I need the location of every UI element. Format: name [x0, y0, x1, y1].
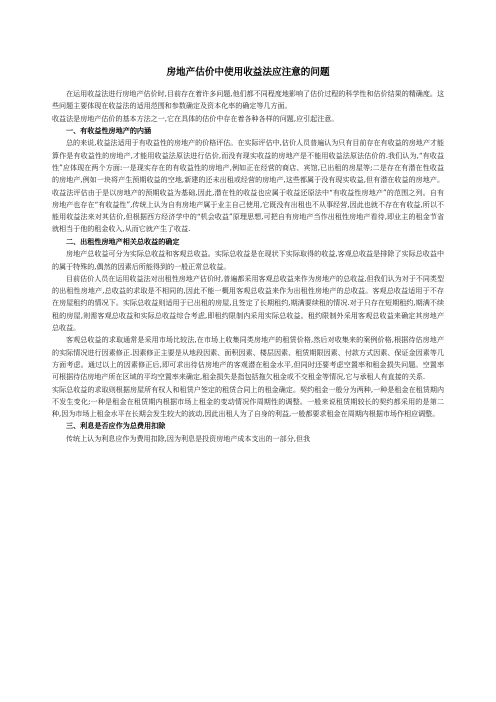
section-2-paragraph-1: 房地产总收益可分为实际总收益和客观总收益。实际总收益是在现状下实际取得的收益,客观总收益是排除了实际总收益中的属于特殊的,偶然的因素后所能得到的一般正常总收益。: [52, 249, 444, 271]
section-1-paragraph-1: 总的来说,收益法适用于有收益性的房地产的价格评估。在实际评估中,估价人员普遍认为只有目前存在有收益的房地产才能算作是有收益性的房地产,才能用收益法原法进行估价,而没有现实收益的房地产是不能用收益法原法估价的.我们认为,“有收益性”应体现在两个方面:一是现实存在的有收益性的房地产,例如正在经营的商店、宾馆,已出租的房屋等;二是存在有潜在性收益的房地产,例如一块将产生预期收益的空地,新建的还未出租或经营的房地产,这些都属于没有现实收益,但有潜在收益的房地产。收益法评估由于是以房地产的预期收益为基础,因此,潜在性的收益也应属于收益还原法中“有收益性房地产”的范围之列。自有房地产也存在“有收益性”,传统上认为自有房地产属于业主自己使用,它既没有出租也不从事经营,因此也就不存在有收益,所以不能用收益法来对其估价,但根据西方经济学中的“机会收益”原理思想,可把自有房地产当作出租性房地产看待,即业主的租金节省就相当于他的租金收入,从而它就产生了收益.: [52, 138, 444, 234]
section-3-paragraph-1: 传统上认为利息应作为费用扣除,因为利息是投资房地产成本支出的一部分,但我: [66, 433, 311, 443]
section-1-heading: 一、有收益性房地产的内涵: [66, 125, 152, 135]
intro-paragraph-2: 收益法是房地产估价的基本方法之一,它在具体的估价中存在着各种各样的问题,应引起注意。: [52, 113, 339, 123]
section-3-heading: 三、利息是否应作为总费用扣除: [66, 421, 166, 431]
section-2-paragraph-4: 实际总收益的求取则根据房屋所有权人和租赁户签定的租赁合同上的租金确定。契约租金一般分为两种,一种是租金在租赁期内不发生变化;一种是租金在租赁期内根据市场上租金的变动情况作周期性的调整。一般来说租赁期较长的契约都采用的是第二种,因为市场上租金水平在长期会发生较大的波动,因此出租人为了自身的利益,一般都要求租金在周期内根据市场作相应调整。: [52, 384, 444, 419]
document-title: 房地产估价中使用收益法应注意的问题: [166, 67, 330, 78]
section-2-paragraph-3: 客观总收益的求取通常是采用市场比较法,在市场上收集同类房地产的租赁价格,然后对收集来的案例价格,根据待估房地产的实际情况进行因素修正.因素修正主要是从地段因素、面积因素、楼层因素、租赁期限因素、付款方式因素、保证金因素等几方面考虑。通过以上的因素修正后,即可求出待估房地产的客观潜在租金水平,但同时还要考虑空置率和租金损失问题。空置率可根据待估房地产所在区域的平均空置率来确定,租金损失是指包括拖欠租金或不交租金等情况,它与承租人有直接的关系.: [52, 335, 444, 382]
intro-paragraph-1: 在运用收益法进行房地产估价时,目前存在着许多问题,他们都不同程度地影响了估价过程的科学性和估价结果的精确度。这些问题主要体现在收益法的适用范围和参数确定及资本化率的确定等几方面。: [52, 89, 444, 111]
section-2-heading: 二、出租性房地产相关总收益的确定: [66, 236, 180, 246]
section-2-paragraph-2: 目前估价人员在运用收益法对出租性房地产估价时,普遍都采用客观总收益来作为房地产的总收益,但我们认为对于不同类型的出租性房地产,总收益的求取是不相同的,因此不能一概用客观总收益来作为出租性房地产的总收益。客观总收益适用于不存在房屋租约的情况下。实际总收益则适用于已出租的房屋,且签定了长期租约,期满要续租的情况.对于只存在短期租约,期满不续租的房屋,则需客观总收益和实际总收益综合考虑,即租约限制内采用实际总收益。租约限制外采用客观总收益来确定其房地产总收益。: [52, 273, 444, 333]
